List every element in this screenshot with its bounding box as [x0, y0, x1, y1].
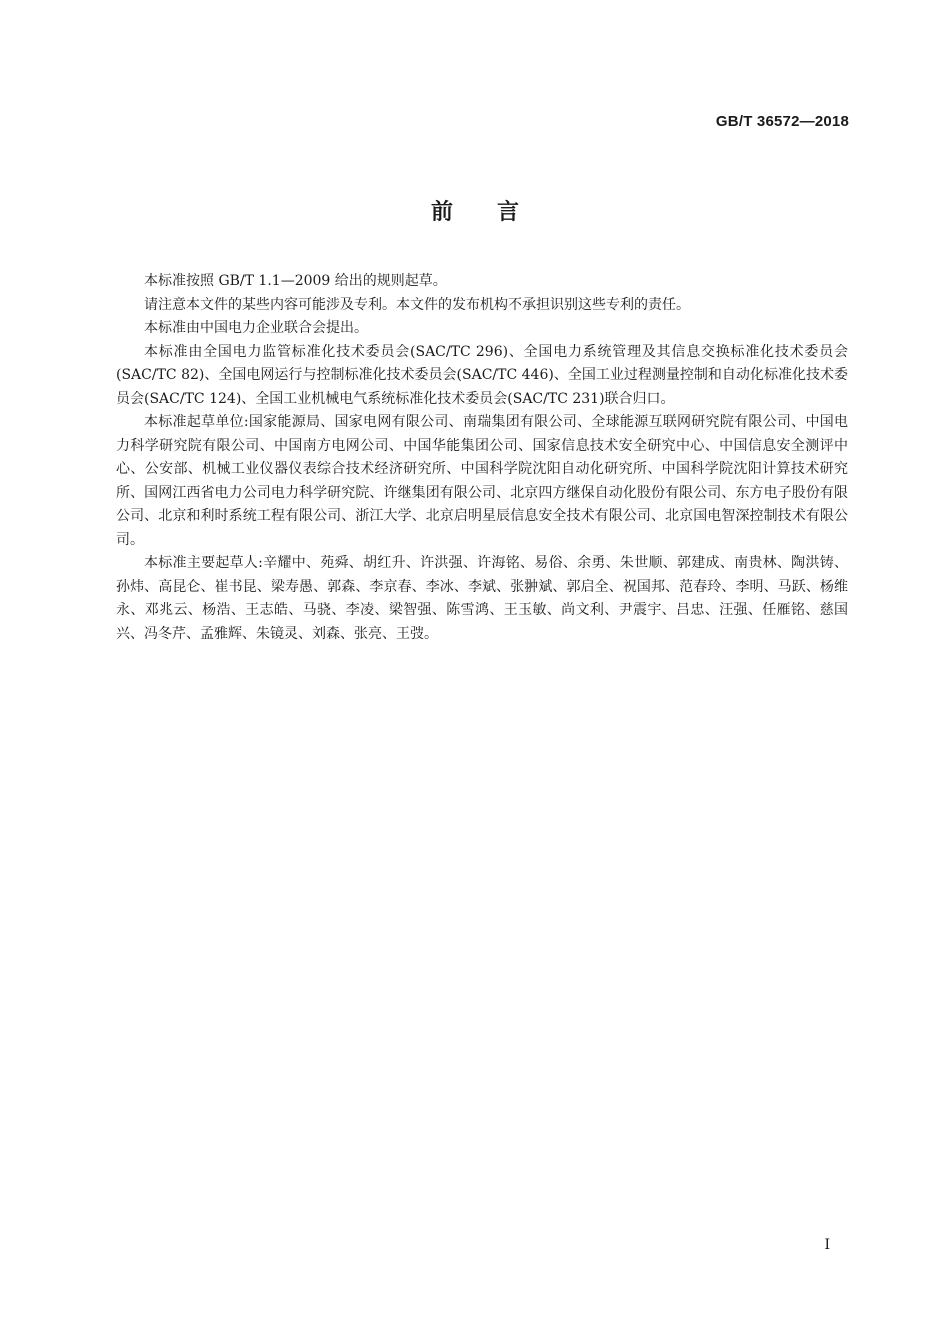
standard-code: GB/T 36572—2018: [715, 113, 849, 130]
paragraph-drafting-organizations: 本标准起草单位:国家能源局、国家电网有限公司、南瑞集团有限公司、全球能源互联网研究院有限公司、中国电力科学研究院有限公司、中国南方电网公司、中国华能集团公司、国家信息技术安全研究中心、中国信息安全测评中心、公安部、机械工业仪器仪表综合技术经济研究所、中国科学院沈阳自动化研究所、中国科学院沈阳计算技术研究所、国网江西省电力公司电力科学研究院、许继集团有限公司、北京四方继保自动化股份有限公司、东方电子股份有限公司、北京和利时系统工程有限公司、浙江大学、北京启明星辰信息安全技术有限公司、北京国电智深控制技术有限公司。: [116, 414, 848, 548]
foreword-body: [116, 270, 848, 646]
paragraph-patent-notice: 请注意本文件的某些内容可能涉及专利。本文件的发布机构不承担识别这些专利的责任。: [144, 296, 690, 313]
page-number: I: [824, 1237, 830, 1253]
paragraph-drafting-rules: 本标准按照 GB/T 1.1—2009 给出的规则起草。: [144, 273, 447, 289]
page-title-char-1: 前: [430, 200, 453, 225]
paragraph-technical-committees: 本标准由全国电力监管标准化技术委员会(SAC/TC 296)、全国电力系统管理及其信息交换标准化技术委员会(SAC/TC 82)、全国电网运行与控制标准化技术委员会(SAC/TC 446)、全国工业过程测量控制和自动化标准化技术委员会(SAC/TC 124)、全国工业机械电气系统标准化技术委员会(SAC/TC 231)联合归口。: [116, 343, 848, 407]
paragraph-drafters: 本标准主要起草人:辛耀中、苑舜、胡红升、许洪强、许海铭、易俗、余勇、朱世顺、郭建成、南贵林、陶洪铸、孙炜、高昆仑、崔书昆、梁寿愚、郭森、李京春、李冰、李斌、张翀斌、郭启全、祝国邦、范春玲、李明、马跃、杨维永、邓兆云、杨浩、王志皓、马骁、李凌、梁智强、陈雪鸿、王玉敏、尚文利、尹震宇、吕忠、汪强、任雁铭、慈国兴、冯冬芹、孟雅辉、朱镜灵、刘森、张亮、王弢。: [116, 555, 848, 642]
page-title-char-2: 言: [497, 200, 520, 225]
page-title: [0, 195, 950, 226]
paragraph-proposer: 本标准由中国电力企业联合会提出。: [144, 320, 368, 336]
